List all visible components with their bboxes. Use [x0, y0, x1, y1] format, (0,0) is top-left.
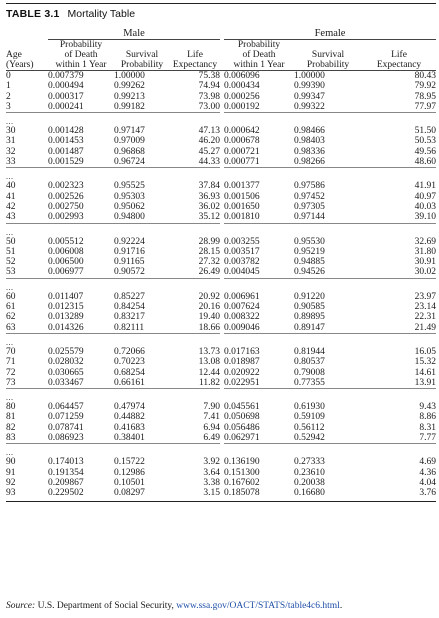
female-life-cell: 79.92	[414, 81, 437, 92]
age-cell: 71	[6, 357, 16, 368]
male-prob-death-cell: 0.005512	[48, 236, 84, 247]
male-survival-cell: 0.84254	[114, 302, 145, 313]
female-prob-death-cell: 0.136190	[224, 457, 260, 468]
female-survival-cell: 0.20038	[294, 477, 325, 488]
age-cell: 80	[6, 402, 16, 413]
table-row	[6, 181, 436, 191]
male-survival-cell: 0.82111	[114, 322, 145, 333]
male-prob-death-cell: 0.002526	[48, 191, 84, 202]
female-survival-cell: 0.94885	[294, 257, 325, 268]
male-survival-cell: 0.85227	[114, 291, 145, 302]
male-prob-death-cell: 0.001529	[48, 157, 84, 168]
male-survival-cell: 0.99262	[114, 81, 145, 92]
female-life-cell: 31.80	[414, 246, 437, 257]
age-cell: 93	[6, 488, 16, 499]
age-cell: 62	[6, 312, 16, 323]
female-survival-cell: 0.52942	[294, 433, 325, 444]
header-male-prob-death: Probability of Death within 1 Year	[48, 40, 114, 71]
female-survival-cell: 0.81944	[294, 346, 325, 357]
ellipsis-mark: ...	[6, 448, 14, 458]
female-survival-cell: 0.97452	[294, 191, 325, 202]
age-cell: 32	[6, 146, 16, 157]
male-prob-death-cell: 0.002323	[48, 181, 84, 192]
male-life-cell: 18.66	[198, 322, 221, 333]
female-prob-death-cell: 0.001650	[224, 201, 260, 212]
female-survival-cell: 0.95219	[294, 246, 325, 257]
male-prob-death-cell: 0.011407	[48, 291, 84, 302]
male-prob-death-cell: 0.191354	[48, 467, 84, 478]
age-cell: 33	[6, 157, 16, 168]
female-prob-death-cell: 0.020922	[224, 367, 260, 378]
table-row	[6, 323, 436, 334]
female-survival-cell: 0.91220	[294, 291, 325, 302]
female-life-cell: 9.43	[419, 402, 437, 413]
table-label: TABLE 3.1	[6, 8, 60, 20]
male-life-cell: 3.38	[203, 477, 221, 488]
header-male-survival: Survival Probability	[114, 40, 170, 71]
female-survival-cell: 0.80537	[294, 357, 325, 368]
female-prob-death-cell: 0.004045	[224, 267, 260, 278]
female-survival-cell: 0.90585	[294, 302, 325, 313]
female-prob-death-cell: 0.001506	[224, 191, 260, 202]
male-life-cell: 74.94	[198, 81, 221, 92]
female-prob-death-cell: 0.001810	[224, 212, 260, 223]
female-survival-cell: 0.79008	[294, 367, 325, 378]
female-life-cell: 30.02	[414, 267, 437, 278]
female-survival-cell: 0.23610	[294, 467, 325, 478]
female-prob-death-cell: 0.050698	[224, 412, 260, 423]
female-survival-cell: 0.99390	[294, 81, 325, 92]
table-row	[6, 357, 436, 367]
age-cell: 60	[6, 291, 16, 302]
female-life-cell: 22.31	[414, 312, 437, 323]
male-survival-cell: 0.15722	[114, 457, 145, 468]
male-life-cell: 75.38	[198, 71, 221, 81]
table-row	[6, 147, 436, 157]
male-life-cell: 35.12	[198, 212, 221, 223]
female-life-cell: 40.03	[414, 201, 437, 212]
male-prob-death-cell: 0.002993	[48, 212, 84, 223]
male-life-cell: 44.33	[198, 157, 221, 168]
female-prob-death-cell: 0.022951	[224, 377, 260, 388]
male-life-cell: 3.92	[203, 457, 221, 468]
male-prob-death-cell: 0.025579	[48, 346, 84, 357]
male-survival-cell: 0.97009	[114, 136, 145, 147]
female-life-cell: 21.49	[414, 322, 437, 333]
male-prob-death-cell: 0.028032	[48, 357, 84, 368]
male-prob-death-cell: 0.001487	[48, 146, 84, 157]
male-survival-cell: 0.96724	[114, 157, 145, 168]
male-life-cell: 19.40	[198, 312, 221, 323]
age-cell: 72	[6, 367, 16, 378]
male-life-cell: 47.13	[198, 126, 221, 137]
female-prob-death-cell: 0.000771	[224, 157, 260, 168]
female-survival-cell: 0.97586	[294, 181, 325, 192]
age-cell: 50	[6, 236, 16, 247]
ellipsis-mark: ...	[6, 393, 14, 403]
female-life-cell: 8.31	[419, 422, 437, 433]
male-prob-death-cell: 0.006500	[48, 257, 84, 268]
table-row	[6, 457, 436, 467]
male-life-cell: 73.00	[198, 101, 221, 112]
ellipsis-row	[6, 113, 436, 127]
male-survival-cell: 0.99213	[114, 91, 145, 102]
female-survival-cell: 0.27333	[294, 457, 325, 468]
male-life-cell: 45.27	[198, 146, 221, 157]
male-survival-cell: 0.92224	[114, 236, 145, 247]
female-survival-cell: 0.98266	[294, 157, 325, 168]
table-row	[6, 312, 436, 322]
male-survival-cell: 0.91165	[114, 257, 145, 268]
female-survival-cell: 0.99347	[294, 91, 325, 102]
male-survival-cell: 0.68254	[114, 367, 145, 378]
male-survival-cell: 0.95303	[114, 191, 145, 202]
age-cell: 41	[6, 191, 16, 202]
table-row	[6, 368, 436, 378]
table-row	[6, 102, 436, 113]
male-survival-cell: 0.95525	[114, 181, 145, 192]
age-cell: 92	[6, 477, 16, 488]
header-female-prob-death: Probability of Death within 1 Year	[224, 40, 294, 71]
male-survival-cell: 0.10501	[114, 477, 145, 488]
female-prob-death-cell: 0.000678	[224, 136, 260, 147]
header-female-survival: Survival Probability	[294, 40, 362, 71]
female-prob-death-cell: 0.045561	[224, 402, 260, 413]
female-prob-death-cell: 0.003255	[224, 236, 260, 247]
table-row	[6, 212, 436, 223]
female-prob-death-cell: 0.018987	[224, 357, 260, 368]
female-prob-death-cell: 0.062971	[224, 433, 260, 444]
table-row	[6, 71, 436, 82]
female-life-cell: 77.97	[414, 101, 437, 112]
male-life-cell: 3.15	[203, 488, 221, 499]
male-survival-cell: 0.95062	[114, 201, 145, 212]
group-male: Male	[48, 26, 220, 40]
male-prob-death-cell: 0.014326	[48, 322, 84, 333]
male-life-cell: 37.84	[198, 181, 221, 192]
male-life-cell: 46.20	[198, 136, 221, 147]
female-life-cell: 49.56	[414, 146, 437, 157]
source-end: .	[339, 601, 343, 611]
ellipsis-mark: ...	[6, 117, 14, 127]
age-cell: 73	[6, 377, 16, 388]
age-cell: 52	[6, 257, 16, 268]
age-cell: 81	[6, 412, 16, 423]
male-prob-death-cell: 0.001453	[48, 136, 84, 147]
male-survival-cell: 0.41683	[114, 422, 145, 433]
age-cell: 43	[6, 212, 16, 223]
source-link[interactable]: www.ssa.gov/OACT/STATS/table4c6.html	[176, 601, 340, 611]
age-cell: 31	[6, 136, 16, 147]
age-cell: 2	[6, 91, 11, 102]
age-cell: 40	[6, 181, 16, 192]
table-row	[6, 247, 436, 257]
male-survival-cell: 0.44882	[114, 412, 145, 423]
table-row	[6, 92, 436, 102]
female-survival-cell: 0.98403	[294, 136, 325, 147]
male-survival-cell: 0.94800	[114, 212, 145, 223]
female-life-cell: 8.86	[419, 412, 437, 423]
male-survival-cell: 0.12986	[114, 467, 145, 478]
female-life-cell: 40.97	[414, 191, 437, 202]
ellipsis-mark: ...	[6, 227, 14, 237]
ellipsis-row	[6, 333, 436, 347]
age-cell: 91	[6, 467, 16, 478]
male-prob-death-cell: 0.013289	[48, 312, 84, 323]
age-cell: 0	[6, 71, 11, 81]
age-cell: 70	[6, 346, 16, 357]
male-survival-cell: 0.96868	[114, 146, 145, 157]
age-cell: 83	[6, 433, 16, 444]
table-row	[6, 136, 436, 146]
male-life-cell: 7.90	[203, 402, 221, 413]
female-life-cell: 15.32	[414, 357, 437, 368]
female-survival-cell: 0.98336	[294, 146, 325, 157]
female-life-cell: 39.10	[414, 212, 437, 223]
male-survival-cell: 0.97147	[114, 126, 145, 137]
male-prob-death-cell: 0.000494	[48, 81, 84, 92]
male-prob-death-cell: 0.007379	[48, 71, 84, 81]
male-life-cell: 27.32	[198, 257, 221, 268]
male-survival-cell: 0.47974	[114, 402, 145, 413]
female-life-cell: 30.91	[414, 257, 437, 268]
male-life-cell: 28.15	[198, 246, 221, 257]
ellipsis-mark: ...	[6, 337, 14, 347]
male-prob-death-cell: 0.000317	[48, 91, 84, 102]
source-note	[6, 601, 342, 611]
table-bottom-rule	[6, 499, 436, 502]
male-survival-cell: 0.38401	[114, 433, 145, 444]
male-prob-death-cell: 0.209867	[48, 477, 84, 488]
female-survival-cell: 0.97144	[294, 212, 325, 223]
male-prob-death-cell: 0.174013	[48, 457, 84, 468]
male-life-cell: 73.98	[198, 91, 221, 102]
female-prob-death-cell: 0.003782	[224, 257, 260, 268]
female-life-cell: 13.91	[414, 377, 437, 388]
male-prob-death-cell: 0.001428	[48, 126, 84, 137]
table-row	[6, 468, 436, 478]
male-survival-cell: 0.72066	[114, 346, 145, 357]
table-row	[6, 202, 436, 212]
male-prob-death-cell: 0.086923	[48, 433, 84, 444]
female-life-cell: 23.97	[414, 291, 437, 302]
female-prob-death-cell: 0.017163	[224, 346, 260, 357]
male-life-cell: 6.94	[203, 422, 221, 433]
female-life-cell: 23.14	[414, 302, 437, 313]
female-prob-death-cell: 0.167602	[224, 477, 260, 488]
male-prob-death-cell: 0.012315	[48, 302, 84, 313]
female-prob-death-cell: 0.000434	[224, 81, 260, 92]
female-survival-cell: 0.95530	[294, 236, 325, 247]
male-prob-death-cell: 0.002750	[48, 201, 84, 212]
table-row	[6, 488, 436, 498]
male-life-cell: 20.16	[198, 302, 221, 313]
table-row	[6, 157, 436, 168]
male-life-cell: 20.92	[198, 291, 221, 302]
female-prob-death-cell: 0.006961	[224, 291, 260, 302]
male-life-cell: 6.49	[203, 433, 221, 444]
age-cell: 30	[6, 126, 16, 137]
table-row	[6, 478, 436, 488]
female-survival-cell: 0.89147	[294, 322, 325, 333]
group-female: Female	[224, 26, 436, 40]
ellipsis-mark: ...	[6, 172, 14, 182]
male-survival-cell: 0.83217	[114, 312, 145, 323]
age-cell: 61	[6, 302, 16, 313]
male-survival-cell: 0.66161	[114, 377, 145, 388]
male-life-cell: 7.41	[203, 412, 221, 423]
female-survival-cell: 0.61930	[294, 402, 325, 413]
male-prob-death-cell: 0.030665	[48, 367, 84, 378]
male-life-cell: 36.02	[198, 201, 221, 212]
female-prob-death-cell: 0.009046	[224, 322, 260, 333]
female-survival-cell: 1.00000	[294, 71, 325, 81]
male-prob-death-cell: 0.006008	[48, 246, 84, 257]
female-life-cell: 41.91	[414, 181, 437, 192]
ellipsis-row	[6, 444, 436, 458]
female-life-cell: 4.36	[419, 467, 437, 478]
table-row	[6, 423, 436, 433]
male-prob-death-cell: 0.033467	[48, 377, 84, 388]
table-row	[6, 81, 436, 91]
table-row	[6, 292, 436, 302]
table-row	[6, 402, 436, 412]
header-female-life: Life Expectancy	[362, 40, 436, 71]
source-label: Source:	[6, 601, 36, 611]
male-life-cell: 26.49	[198, 267, 221, 278]
female-survival-cell: 0.16680	[294, 488, 325, 499]
table-row	[6, 257, 436, 267]
female-prob-death-cell: 0.000642	[224, 126, 260, 137]
ellipsis-row	[6, 389, 436, 403]
female-prob-death-cell: 0.001377	[224, 181, 260, 192]
female-prob-death-cell: 0.003517	[224, 246, 260, 257]
male-survival-cell: 1.00000	[114, 71, 145, 81]
table-row	[6, 347, 436, 357]
source-text: U.S. Department of Social Security,	[37, 601, 174, 611]
female-survival-cell: 0.94526	[294, 267, 325, 278]
female-life-cell: 78.95	[414, 91, 437, 102]
male-life-cell: 11.82	[198, 377, 221, 388]
female-life-cell: 51.50	[414, 126, 437, 137]
ellipsis-row	[6, 278, 436, 292]
female-survival-cell: 0.59109	[294, 412, 325, 423]
female-survival-cell: 0.98466	[294, 126, 325, 137]
male-survival-cell: 0.70223	[114, 357, 145, 368]
header-male-life: Life Expectancy	[170, 40, 220, 71]
age-cell: 42	[6, 201, 16, 212]
table-row	[6, 412, 436, 422]
ellipsis-row	[6, 168, 436, 182]
table-title	[6, 3, 436, 24]
age-cell: 53	[6, 267, 16, 278]
male-prob-death-cell: 0.078741	[48, 422, 84, 433]
age-cell: 82	[6, 422, 16, 433]
ellipsis-row	[6, 223, 436, 237]
female-prob-death-cell: 0.185078	[224, 488, 260, 499]
female-prob-death-cell: 0.006096	[224, 71, 260, 81]
female-survival-cell: 0.97305	[294, 201, 325, 212]
age-cell: 1	[6, 81, 11, 92]
female-survival-cell: 0.99322	[294, 101, 325, 112]
male-life-cell: 36.93	[198, 191, 221, 202]
female-life-cell: 32.69	[414, 236, 437, 247]
male-life-cell: 12.44	[198, 367, 221, 378]
male-survival-cell: 0.08297	[114, 488, 145, 499]
male-prob-death-cell: 0.064457	[48, 402, 84, 413]
female-survival-cell: 0.89895	[294, 312, 325, 323]
female-prob-death-cell: 0.151300	[224, 467, 260, 478]
female-prob-death-cell: 0.007624	[224, 302, 260, 313]
male-prob-death-cell: 0.071259	[48, 412, 84, 423]
male-life-cell: 13.08	[198, 357, 221, 368]
female-life-cell: 16.05	[414, 346, 437, 357]
female-life-cell: 4.04	[419, 477, 437, 488]
male-life-cell: 13.73	[198, 346, 221, 357]
male-survival-cell: 0.90572	[114, 267, 145, 278]
male-life-cell: 28.99	[198, 236, 221, 247]
male-prob-death-cell: 0.000241	[48, 101, 84, 112]
age-cell: 90	[6, 457, 16, 468]
age-cell: 63	[6, 322, 16, 333]
female-life-cell: 14.61	[414, 367, 437, 378]
table-row	[6, 433, 436, 444]
female-life-cell: 48.60	[414, 157, 437, 168]
mortality-table	[6, 26, 436, 502]
male-survival-cell: 0.99182	[114, 101, 145, 112]
table-row	[6, 192, 436, 202]
female-life-cell: 80.43	[414, 71, 437, 81]
female-survival-cell: 0.56112	[294, 422, 325, 433]
ellipsis-mark: ...	[6, 282, 14, 292]
table-row	[6, 237, 436, 247]
female-life-cell: 3.76	[419, 488, 437, 499]
male-life-cell: 3.64	[203, 467, 221, 478]
female-prob-death-cell: 0.000192	[224, 101, 260, 112]
header-age: Age (Years)	[6, 40, 48, 71]
female-prob-death-cell: 0.056486	[224, 422, 260, 433]
table-row	[6, 267, 436, 278]
female-prob-death-cell: 0.008322	[224, 312, 260, 323]
age-cell: 3	[6, 101, 11, 112]
male-survival-cell: 0.91716	[114, 246, 145, 257]
female-prob-death-cell: 0.000721	[224, 146, 260, 157]
female-life-cell: 4.69	[419, 457, 437, 468]
male-prob-death-cell: 0.229502	[48, 488, 84, 499]
male-prob-death-cell: 0.006977	[48, 267, 84, 278]
table-caption: Mortality Table	[67, 8, 136, 20]
table-body	[6, 71, 436, 502]
female-survival-cell: 0.77355	[294, 377, 325, 388]
female-life-cell: 7.77	[419, 433, 437, 444]
female-life-cell: 50.53	[414, 136, 437, 147]
table-row	[6, 378, 436, 389]
table-row	[6, 302, 436, 312]
age-cell: 51	[6, 246, 16, 257]
female-prob-death-cell: 0.000256	[224, 91, 260, 102]
table-row	[6, 126, 436, 136]
